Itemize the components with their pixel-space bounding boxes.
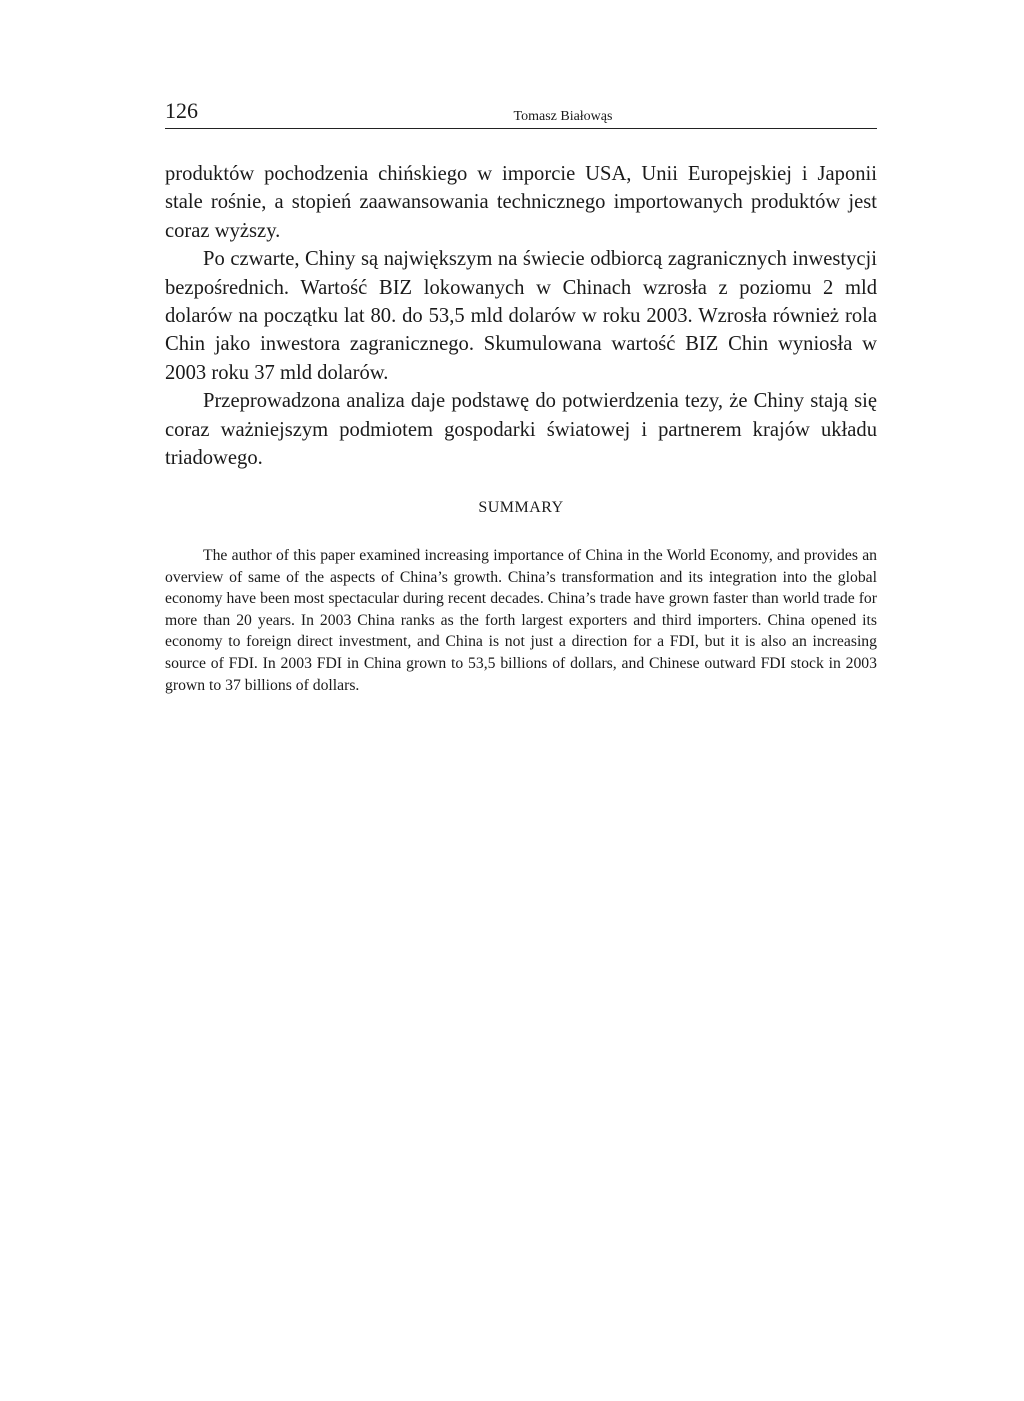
summary-section [165, 545, 877, 696]
running-head-author: Tomasz Białowąs [513, 109, 613, 124]
body-paragraph: Po czwarte, Chiny są największym na świecie odbiorcą zagranicznych inwestycji bezpośrednich. Wartość BIZ lokowanych w Chinach wzrosła z poziomu 2 mld dolarów na początku lat 80. do 53,5 mld dolarów w roku 2003. Wzrosła również rola Chin jako inwestora zagranicznego. Skumulowana wartość BIZ Chin wyniosła w 2003 roku 37 mld dolarów. [165, 248, 877, 384]
body-paragraph: produktów pochodzenia chińskiego w imporcie USA, Unii Europejskiej i Japonii stale rośnie, a stopień zaawansowania technicznego importowanych produktów jest coraz wyższy. [165, 163, 877, 242]
running-head [165, 98, 877, 129]
body-paragraph: Przeprowadzona analiza daje podstawę do potwierdzenia tezy, że Chiny stają się coraz ważniejszym podmiotem gospodarki światowej i partnerem krajów układu triadowego. [165, 390, 877, 470]
summary-paragraph: The author of this paper examined increasing importance of China in the World Economy, and provides an overview of same of the aspects of China’s growth. China’s transformation and its integration into the global economy have been most spectacular during recent decades. China’s trade have grown faster than world trade for more than 20 years. In 2003 China ranks as the forth largest exporters and third importers. China opened its economy to foreign direct investment, and China is not just a direction for a FDI, but it is also an increasing source of FDI. In 2003 FDI in China grown to 53,5 billions of dollars, and Chinese outward FDI stock in 2003 grown to 37 billions of dollars. [165, 547, 877, 694]
page-number: 126 [165, 98, 198, 123]
summary-heading: SUMMARY [478, 499, 564, 516]
body-text [165, 160, 877, 472]
